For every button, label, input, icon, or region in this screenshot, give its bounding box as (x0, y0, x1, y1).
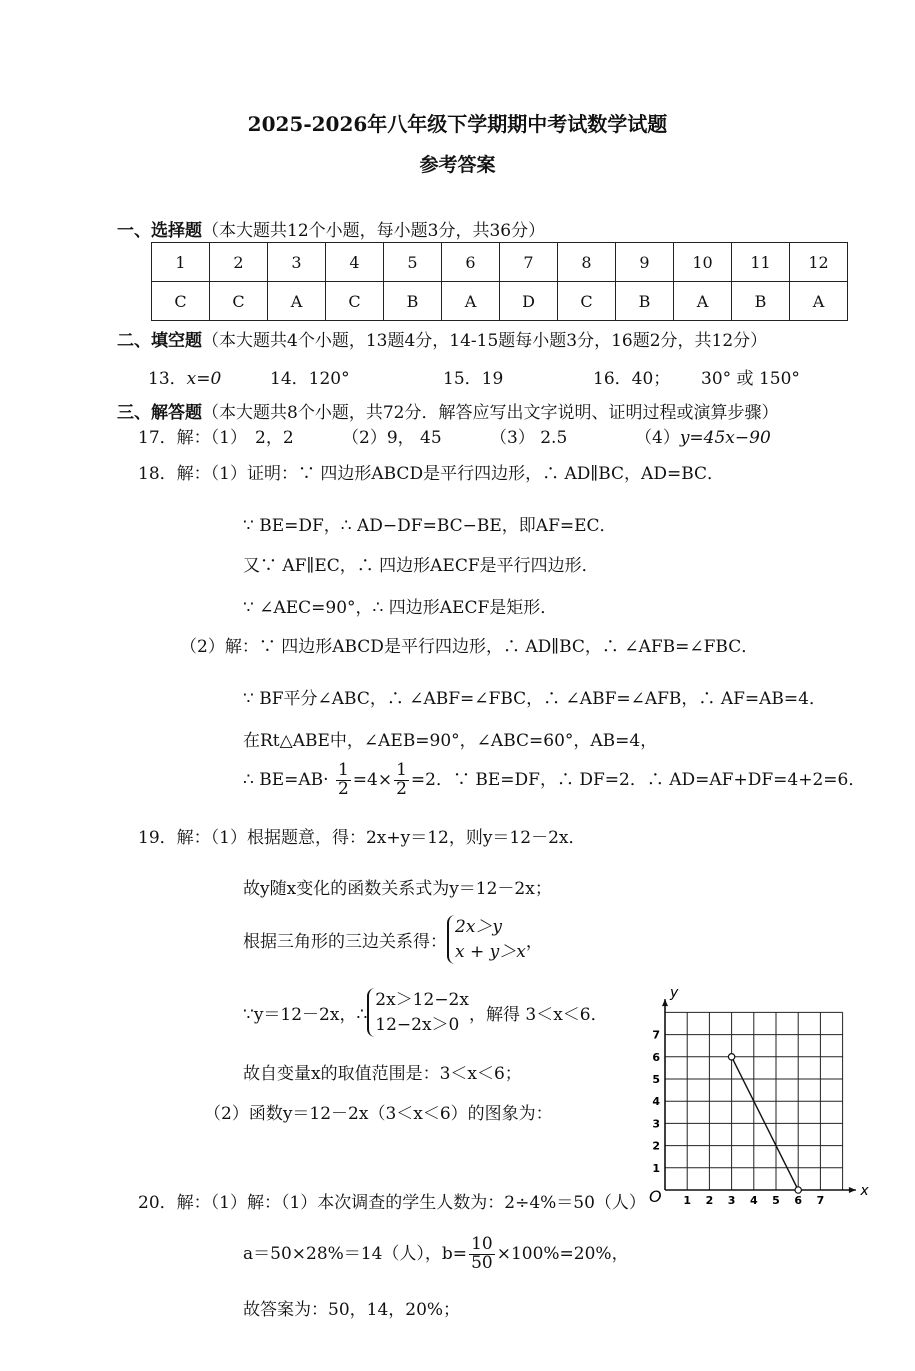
answer-number-cell: 3 (268, 243, 326, 282)
answer-choice-cell: D (500, 282, 558, 321)
section3-header (117, 398, 778, 423)
q18-line8 (243, 762, 865, 799)
q19-line4-a: ∵y＝12－2x，∴ (243, 1005, 368, 1026)
q16: 16．40； (593, 369, 671, 389)
q19-system-1: 2x＞y x + y＞x (447, 915, 526, 964)
answer-number-cell: 7 (500, 243, 558, 282)
q18-fraction-2: $\frac{1}{2}$ (396, 760, 407, 799)
y-tick-label: 6 (652, 1050, 660, 1064)
q19-line4 (243, 988, 608, 1037)
open-endpoint (795, 1187, 801, 1193)
x-tick-label: 1 (683, 1194, 692, 1207)
x-tick-label: 5 (772, 1194, 780, 1207)
q20-line3: 故答案为：50，14，20%； (243, 1300, 461, 1320)
q19-line6: （2）函数y＝12－2x（3＜x＜6）的图象为： (204, 1104, 553, 1124)
section3-note: （本大题共8个小题，共72分．解答应写出文字说明、证明过程或演算步骤） (202, 403, 779, 423)
answer-number-cell: 8 (558, 243, 616, 282)
section1-heading: 一、选择题 (117, 221, 202, 241)
origin-label: O (649, 1187, 662, 1206)
answer-number-cell: 6 (442, 243, 500, 282)
answer-number-cell: 2 (210, 243, 268, 282)
answer-choice-cell: A (790, 282, 848, 321)
y-tick-label: 1 (652, 1161, 660, 1175)
function-graph (630, 984, 869, 1215)
q14: 14．120° (270, 369, 350, 389)
y-axis-arrow (662, 999, 668, 1006)
answer-number-cell: 9 (616, 243, 674, 282)
y-tick-label: 5 (652, 1073, 660, 1086)
section1-header (117, 216, 545, 241)
q17-part4-label: （4） (635, 428, 680, 448)
q18-line5: （2）解：∵ 四边形ABCD是平行四边形，∴ AD∥BC，∴ ∠AFB=∠FBC． (180, 637, 759, 657)
q17-part4-answer: y=45x−90 (679, 428, 771, 448)
answer-choice-cell: C (210, 282, 268, 321)
answer-table-answer-row (152, 282, 848, 321)
section2-header (117, 326, 767, 351)
q18-line6: ∵ BF平分∠ABC，∴ ∠ABF=∠FBC，∴ ∠ABF=∠AFB，∴ AF=AB=4． (243, 689, 826, 709)
q19-line3-text: 根据三角形的三边关系得： (243, 932, 447, 953)
q17-part4 (635, 423, 771, 448)
q18-line2: ∵ BE=DF，∴ AD−DF=BC−BE，即AF=EC． (243, 516, 617, 536)
q13 (148, 364, 221, 389)
q18-line8-a: ∴ BE=AB· (243, 769, 329, 790)
answer-choice-cell: A (268, 282, 326, 321)
q18-line7: 在Rt△ABE中，∠AEB=90°，∠ABC=60°，AB=4， (243, 731, 658, 751)
q17-part1: 2，2 (255, 428, 294, 448)
y-tick-label: 3 (652, 1117, 660, 1131)
page-title: 2025-2026年八年级下学期期中考试数学试题 (247, 112, 668, 136)
q20-line1: 20．解：（1）解：（1）本次调查的学生人数为：2÷4%＝50（人） (138, 1193, 646, 1213)
open-endpoint (728, 1054, 734, 1060)
q20-line2-b: ×100%=20%， (496, 1243, 629, 1264)
answer-number-cell: 10 (674, 243, 732, 282)
answer-table-number-row (152, 243, 848, 282)
section2-note: （本大题共4个小题，13题4分，14-15题每小题3分，16题2分，共12分） (202, 331, 768, 351)
q18-line4: ∵ ∠AEC=90°，∴ 四边形AECF是矩形． (243, 598, 558, 618)
answer-choice-cell: B (616, 282, 674, 321)
q18-fraction-1: $\frac{1}{2}$ (337, 760, 349, 799)
answer-number-cell: 4 (326, 243, 384, 282)
section2-heading: 二、填空题 (117, 331, 202, 351)
y-tick-label: 4 (652, 1095, 660, 1109)
x-axis-label: x (860, 1183, 869, 1199)
q17-part3: （3） 2.5 (490, 428, 568, 448)
page-subtitle: 参考答案 (419, 154, 496, 176)
q16-answer-b: 30° 或 150° (701, 369, 800, 389)
q18-line3: 又∵ AF∥EC，∴ 四边形AECF是平行四边形． (243, 556, 599, 576)
q19-system-2: 2x＞12−2x 12−2x＞0 (367, 988, 469, 1037)
q17-part2: （2）9， 45 (342, 428, 442, 448)
q18-line8-b: =4× (352, 769, 393, 790)
q20-line2-a: a＝50×28%＝14（人），b= (243, 1243, 468, 1264)
x-tick-label: 6 (794, 1194, 803, 1207)
answer-choice-cell: C (326, 282, 384, 321)
answer-choice-cell: C (152, 282, 210, 321)
answer-choice-cell: B (732, 282, 790, 321)
answer-number-cell: 12 (790, 243, 848, 282)
section1-note: （本大题共12个小题，每小题3分，共36分） (202, 221, 546, 241)
answer-number-cell: 11 (732, 243, 790, 282)
q18-line1: 18．解：（1）证明：∵ 四边形ABCD是平行四边形，∴ AD∥BC，AD=BC． (138, 464, 725, 484)
answer-choice-cell: A (442, 282, 500, 321)
section3-heading: 三、解答题 (117, 403, 202, 423)
q13-answer: x=0 (186, 369, 222, 389)
x-tick-label: 2 (705, 1194, 714, 1207)
answer-table (151, 242, 848, 321)
x-tick-label: 3 (727, 1194, 736, 1207)
q18-line8-c: =2．∵ BE=DF，∴ DF=2．∴ AD=AF+DF=4+2=6． (410, 769, 866, 790)
q15: 15．19 (443, 369, 504, 389)
answer-choice-cell: A (674, 282, 732, 321)
x-axis-arrow (849, 1187, 856, 1193)
q20-fraction: $\frac{10}{50}$ (471, 1234, 493, 1273)
y-tick-label: 2 (652, 1139, 660, 1153)
y-tick-label: 7 (652, 1028, 660, 1042)
answer-number-cell: 5 (384, 243, 442, 282)
q19-line3: 根据三角形的三边关系得：2x＞y x + y＞x， (243, 915, 543, 964)
x-tick-label: 7 (816, 1194, 825, 1207)
q19-line2: 故y随x变化的函数关系式为y＝12－2x； (243, 879, 552, 899)
answer-choice-cell: B (384, 282, 442, 321)
q17-label: 17．解：（1） (138, 428, 247, 448)
x-tick-label: 4 (749, 1194, 758, 1207)
q19-line5: 故自变量x的取值范围是：3＜x＜6； (243, 1064, 522, 1084)
q20-line2 (243, 1236, 629, 1273)
answer-choice-cell: C (558, 282, 616, 321)
answer-number-cell: 1 (152, 243, 210, 282)
y-axis-label: y (670, 984, 679, 1001)
q19-line1: 19．解：（1）根据题意，得：2x+y＝12，则y＝12－2x． (138, 828, 586, 848)
q19-line4-b: ，解得 3＜x＜6． (468, 1005, 608, 1026)
q13-label: 13． (148, 369, 187, 389)
